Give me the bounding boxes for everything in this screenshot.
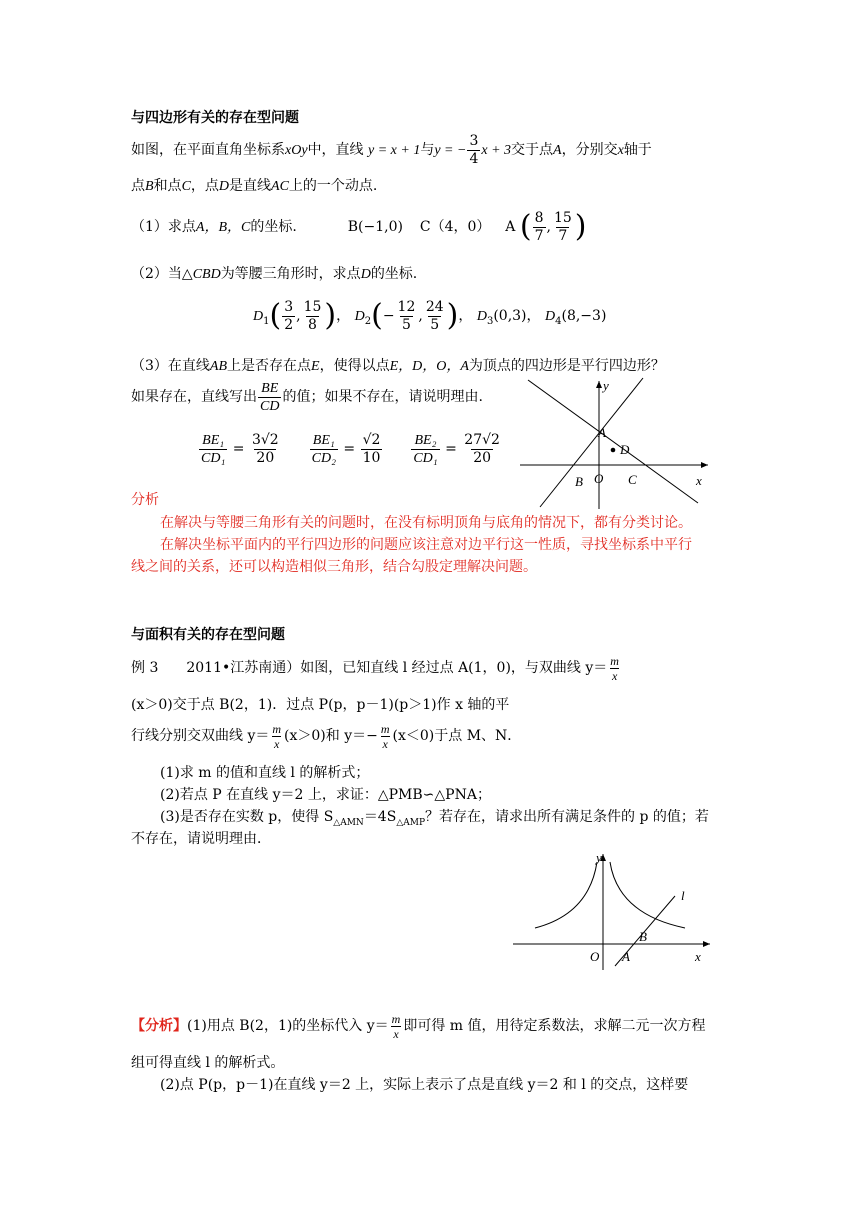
analysis-label: 分析 bbox=[131, 492, 159, 508]
figure-2-hyperbola-diagram bbox=[505, 848, 720, 973]
fig2-label-o: O bbox=[590, 949, 600, 964]
section2-title: 与面积有关的存在型问题 bbox=[131, 627, 285, 643]
answer-B: B(−1,0) bbox=[347, 219, 403, 235]
intro-line-2: 点B和点C，点D是直线AC上的一个动点. bbox=[131, 178, 378, 194]
part-1: (1)求 m 的值和直线 l 的解析式； bbox=[160, 765, 370, 781]
fig2-hyperbola-left bbox=[535, 862, 597, 928]
fig1-line-ac bbox=[528, 380, 698, 503]
fig1-label-o: O bbox=[594, 471, 604, 486]
example-3-line-3: 行线分别交双曲线 y＝ $\frac{m}{x}$ (x＞0)和 y＝− $\frac{m}{x}$ (x＜0)于点 M、N． bbox=[131, 721, 522, 751]
analysis-paragraph-2b: 线之间的关系，还可以构造相似三角形，结合勾股定理解决问题。 bbox=[131, 559, 537, 575]
analysis-2-line-3: (2)点 P(p，p－1)在直线 y＝2 上，实际上表示了点是直线 y＝2 和 l 的交点，这样要 bbox=[160, 1077, 689, 1093]
fig1-label-c: C bbox=[628, 472, 637, 487]
part-3-line-2: 不存在，请说明理由． bbox=[131, 831, 271, 847]
fig2-label-l: l bbox=[681, 888, 685, 903]
answer-C: C（4，0） bbox=[419, 219, 491, 235]
fig2-label-y: y bbox=[596, 850, 602, 865]
analysis-paragraph-2a: 在解决坐标平面内的平行四边形的问题应该注意对边平行这一性质，寻找坐标系中平行 bbox=[160, 537, 692, 553]
analysis-2-line-2: 组可得直线 l 的解析式。 bbox=[131, 1055, 285, 1071]
question-2: （2）当△CBD为等腰三角形时，求点D的坐标. bbox=[131, 266, 418, 282]
fig1-label-a: A bbox=[598, 425, 606, 440]
fig1-label-y: y bbox=[603, 378, 609, 393]
fig1-label-d: D bbox=[620, 442, 630, 457]
fig1-point-d bbox=[611, 448, 616, 453]
analysis-paragraph-1: 在解决与等腰三角形有关的问题时，在没有标明顶角与底角的情况下，都有分类讨论。 bbox=[160, 515, 692, 531]
answer-A: A bbox=[505, 219, 516, 235]
part-3: (3)是否存在实数 p，使得 $S_{\triangle AMN}=4S_{\triangle AMP}$？若存在，请求出所有满足条件的 p 的值；若 bbox=[160, 809, 709, 828]
question-3-line-2: 如果存在，直线写出 $\frac{BE}{CD}$ 的值；如果不存在，请说明理由. bbox=[131, 380, 483, 414]
section1-title: 与四边形有关的存在型问题 bbox=[131, 110, 299, 126]
question-1: （1）求点A，B，C的坐标. B(−1,0) C（4，0） A ( $\frac{8}{7}$ , $\frac{15}{7}$ ) bbox=[131, 209, 587, 244]
intro-line-1: 如图，在平面直角坐标系xOy中，直线 y = x + 1与y = − $\frac{3}{4}$ x + 3交于点A，分别交x轴于 bbox=[131, 132, 652, 167]
example-3-line-2: (x＞0)交于点 B(2，1)．过点 P(p，p－1)(p＞1)作 x 轴的平 bbox=[131, 697, 510, 713]
figure-1-coordinate-diagram bbox=[510, 375, 720, 515]
question-3: （3）在直线AB上是否存在点E，使得以点E，D，O，A为顶点的四边形是平行四边形？ bbox=[131, 358, 665, 374]
part-2: (2)若点 P 在直线 y＝2 上，求证：△PMB∽△PNA； bbox=[160, 787, 491, 803]
fig2-label-b: B bbox=[639, 929, 647, 944]
example-3-line-1: 例 3 2011•江苏南通）如图，已知直线 l 经过点 A(1，0)，与双曲线 y＝ $\frac{m}{x}$ bbox=[131, 653, 619, 683]
fig2-label-x: x bbox=[695, 949, 701, 964]
fig1-label-x: x bbox=[696, 473, 702, 488]
fig2-label-a: A bbox=[622, 949, 630, 964]
fig2-hyperbola-right bbox=[610, 862, 685, 928]
d-answers: $D_1$( $\frac{3}{2}$ , $\frac{15}{8}$ )， $D_2(-$ $\frac{12}{5}$ , $\frac{24}{5}$ )， $D_3(0,3)$， $D_4(8,-3)$ bbox=[253, 298, 607, 333]
fig1-label-b: B bbox=[575, 474, 583, 489]
analysis-2-line-1: 【分析】(1)用点 B(2，1)的坐标代入 y＝ $\frac{m}{x}$ 即可得 m 值，用待定系数法，求解二元一次方程 bbox=[131, 1011, 706, 1041]
ratio-answers: $\frac{\text{BE₁}}{\text{CD₁}}$ = $\frac{3√2}{20}$ $\frac{\text{BE₁}}{\text{CD₂}}$ = $\frac{√2}{10}$ $\frac{\text{BE₂}}{\text{CD₁}}$ = $\frac{27√2}{20}$ bbox=[201, 431, 500, 466]
